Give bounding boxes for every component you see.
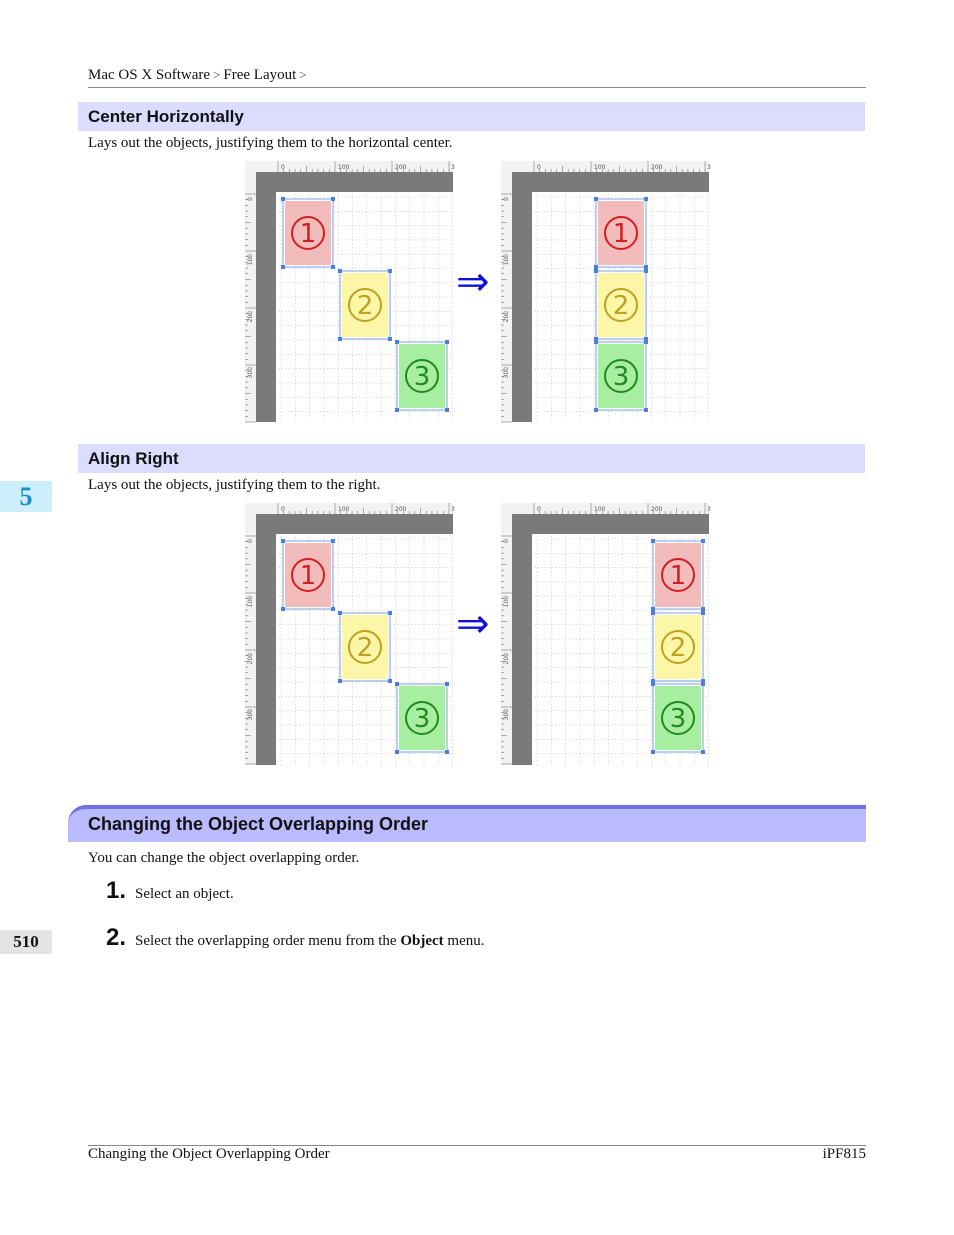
chapter-intro: You can change the object overlapping order.: [88, 850, 360, 866]
page-number: 510: [13, 932, 39, 951]
ruler-label: 3: [451, 506, 455, 513]
section-header-bar: [78, 444, 865, 473]
selection-handle: [594, 340, 598, 344]
ruler-label: 100: [503, 596, 510, 608]
selection-handle: [701, 682, 705, 686]
ruler-label: 200: [395, 164, 407, 171]
section-title: Center Horizontally: [88, 107, 244, 126]
page-margin-top: [512, 514, 709, 534]
selection-handle: [281, 197, 285, 201]
selection-handle: [395, 750, 399, 754]
page-margin-top: [256, 172, 453, 192]
selection-handle: [445, 408, 449, 412]
ruler-label: 0: [281, 164, 285, 171]
layout-object: [281, 539, 335, 611]
selection-handle: [644, 265, 648, 269]
selection-handle: [701, 607, 705, 611]
ruler-label: 200: [247, 653, 254, 665]
selection-handle: [701, 611, 705, 615]
selection-handle: [395, 408, 399, 412]
selection-handle: [594, 408, 598, 412]
object-number: 2: [356, 291, 374, 321]
breadcrumb-separator: >: [213, 67, 221, 82]
ruler-label: 100: [338, 506, 350, 513]
selection-handle: [651, 750, 655, 754]
ruler-label: 200: [651, 164, 663, 171]
selection-handle: [388, 337, 392, 341]
layout-before-center: [245, 161, 453, 422]
ruler-label: 3: [707, 506, 711, 513]
selection-handle: [395, 340, 399, 344]
object-number: 1: [612, 219, 630, 249]
layout-object: [651, 682, 705, 754]
ruler-label: 200: [247, 311, 254, 323]
ruler-label: 0: [537, 164, 541, 171]
selection-handle: [388, 611, 392, 615]
ruler-label: 0: [247, 539, 254, 543]
layout-object: [594, 340, 648, 412]
header-rule: [88, 87, 866, 88]
selection-handle: [281, 265, 285, 269]
object-number: 1: [299, 219, 317, 249]
selection-handle: [651, 682, 655, 686]
layout-object: [395, 340, 449, 412]
page-margin-left: [256, 514, 276, 765]
layout-object: [395, 682, 449, 754]
object-number: 2: [356, 633, 374, 663]
object-number: 3: [413, 362, 431, 392]
ruler-label: 100: [247, 254, 254, 266]
transition-arrow-icon: ⇒: [456, 601, 490, 647]
layout-after-right: [501, 503, 709, 765]
step-text-part: Select the overlapping order menu from the: [135, 933, 401, 949]
layout-object: [651, 539, 705, 611]
page-margin-top: [256, 514, 453, 534]
ruler-label: 100: [503, 254, 510, 266]
menu-name: Object: [400, 933, 444, 949]
ruler-label: 300: [247, 367, 254, 379]
ruler-label: 300: [503, 367, 510, 379]
selection-handle: [594, 197, 598, 201]
ruler-label: 200: [651, 506, 663, 513]
selection-handle: [651, 611, 655, 615]
object-number: 1: [669, 561, 687, 591]
step-number: 2.: [106, 924, 127, 951]
breadcrumb-item: Mac OS X Software: [88, 67, 211, 83]
ruler-label: 0: [537, 506, 541, 513]
ruler-label: 0: [503, 539, 510, 543]
selection-handle: [644, 408, 648, 412]
selection-handle: [701, 750, 705, 754]
breadcrumb-separator: >: [299, 67, 307, 82]
selection-handle: [644, 197, 648, 201]
selection-handle: [331, 265, 335, 269]
layout-before-right: [245, 503, 453, 765]
step-text-part: menu.: [443, 933, 485, 949]
page-margin-left: [256, 172, 276, 422]
chapter-title: Changing the Object Overlapping Order: [88, 814, 429, 834]
ruler-label: 100: [594, 164, 606, 171]
section-description: Lays out the objects, justifying them to the right.: [88, 477, 381, 493]
selection-handle: [281, 539, 285, 543]
ruler-label: 300: [503, 709, 510, 721]
selection-handle: [338, 269, 342, 273]
layout-object: [651, 611, 705, 683]
breadcrumb: [88, 67, 310, 84]
layout-object: [338, 269, 392, 341]
selection-handle: [594, 269, 598, 273]
ruler-label: 200: [503, 653, 510, 665]
step-text: Select an object.: [135, 886, 234, 902]
section-description: Lays out the objects, justifying them to the horizontal center.: [88, 135, 453, 151]
selection-handle: [338, 679, 342, 683]
transition-arrow-icon: ⇒: [456, 259, 490, 305]
selection-handle: [331, 539, 335, 543]
footer-title: Changing the Object Overlapping Order: [88, 1146, 330, 1162]
ruler-label: 3: [707, 164, 711, 171]
selection-handle: [445, 340, 449, 344]
layout-object: [338, 611, 392, 683]
selection-handle: [388, 679, 392, 683]
ruler-label: 300: [247, 709, 254, 721]
step-text: [135, 933, 484, 950]
ruler-label: 100: [247, 596, 254, 608]
ruler-label: 200: [395, 506, 407, 513]
page-margin-left: [512, 172, 532, 422]
layout-object: [594, 269, 648, 341]
ruler-label: 3: [451, 164, 455, 171]
selection-handle: [651, 607, 655, 611]
page-margin-top: [512, 172, 709, 192]
ruler-label: 200: [503, 311, 510, 323]
object-number: 3: [669, 704, 687, 734]
selection-handle: [388, 269, 392, 273]
selection-handle: [644, 269, 648, 273]
selection-handle: [644, 340, 648, 344]
section-title: Align Right: [88, 449, 179, 468]
ruler-label: 0: [281, 506, 285, 513]
page-margin-left: [512, 514, 532, 765]
object-number: 2: [612, 291, 630, 321]
object-number: 3: [413, 704, 431, 734]
object-number: 1: [299, 561, 317, 591]
selection-handle: [445, 682, 449, 686]
footer-model: iPF815: [822, 1146, 866, 1162]
breadcrumb-item: Free Layout: [223, 67, 297, 83]
ruler-label: 0: [247, 197, 254, 201]
chapter-number: 5: [19, 482, 33, 511]
object-number: 3: [612, 362, 630, 392]
selection-handle: [594, 265, 598, 269]
step-number: 1.: [106, 877, 127, 904]
selection-handle: [651, 539, 655, 543]
ruler-label: 100: [338, 164, 350, 171]
ruler-label: 0: [503, 197, 510, 201]
layout-object: [594, 197, 648, 269]
selection-handle: [395, 682, 399, 686]
selection-handle: [701, 539, 705, 543]
selection-handle: [331, 607, 335, 611]
selection-handle: [331, 197, 335, 201]
selection-handle: [445, 750, 449, 754]
selection-handle: [338, 611, 342, 615]
ruler-label: 100: [594, 506, 606, 513]
object-number: 2: [669, 633, 687, 663]
layout-object: [281, 197, 335, 269]
layout-after-center: [501, 161, 709, 422]
selection-handle: [338, 337, 342, 341]
selection-handle: [281, 607, 285, 611]
